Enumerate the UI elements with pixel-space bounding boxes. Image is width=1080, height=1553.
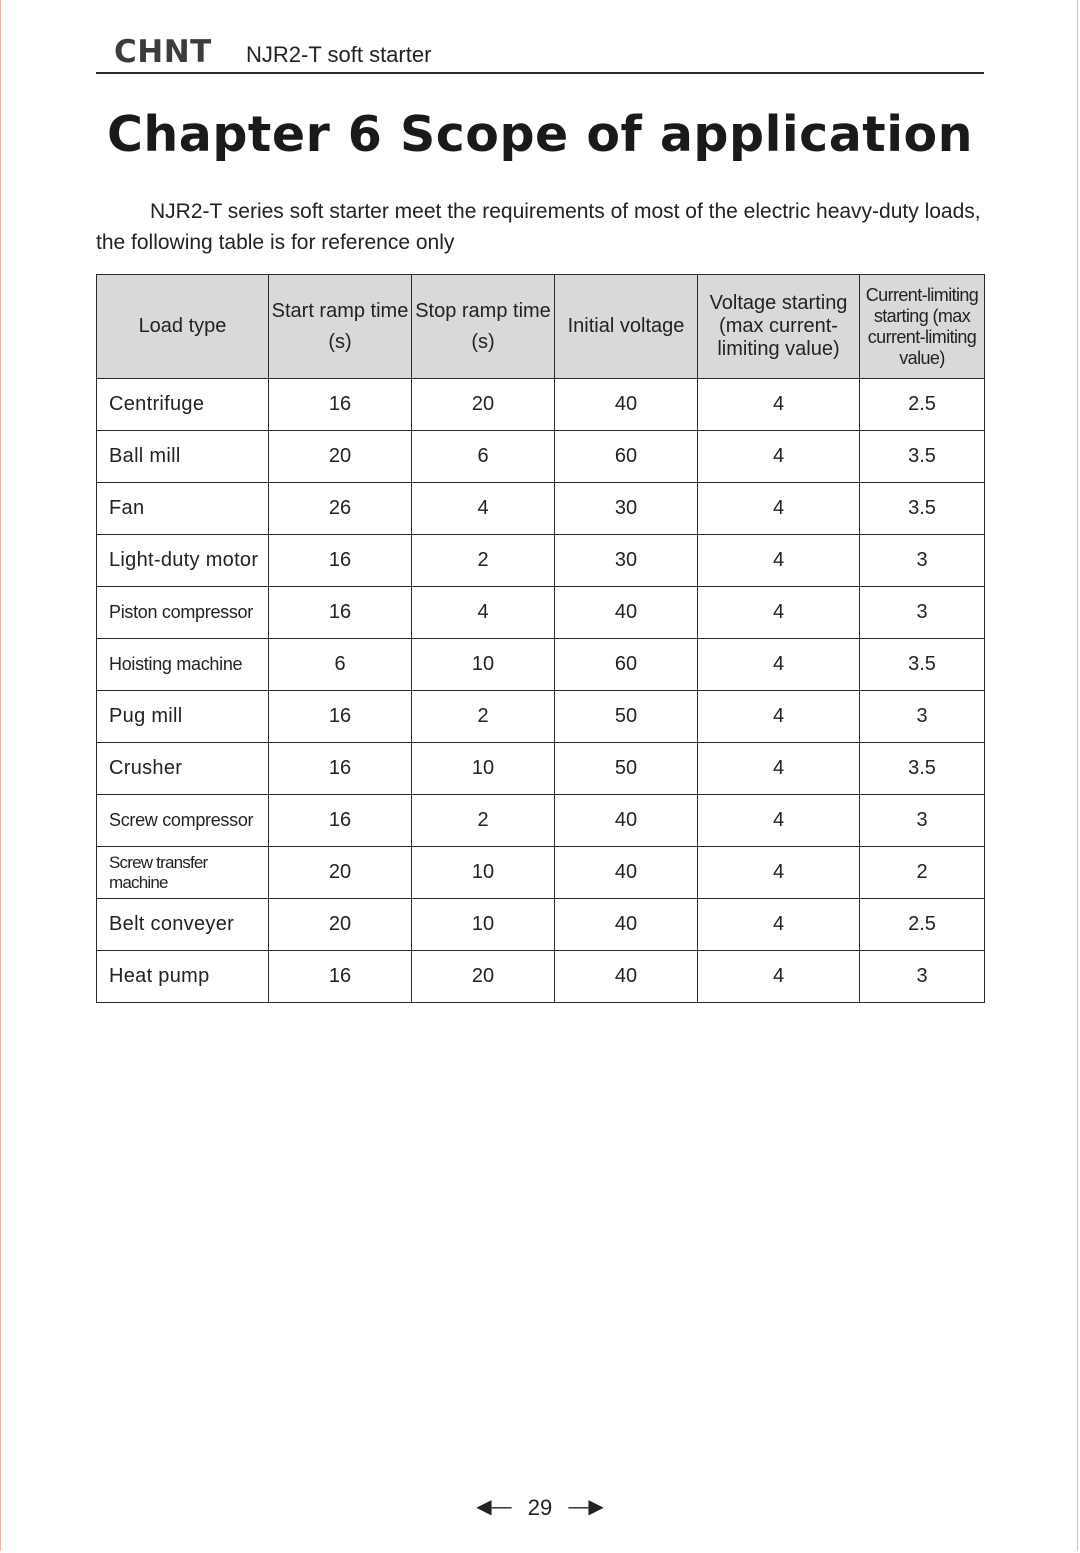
voltage-starting-cell: 4 (698, 587, 860, 639)
page-header (96, 34, 984, 74)
current-limiting-cell: 3 (860, 535, 985, 587)
voltage-starting-cell: 4 (698, 431, 860, 483)
stop-ramp-cell: 20 (412, 379, 555, 431)
stop-ramp-cell: 10 (412, 899, 555, 951)
start-ramp-cell: 16 (269, 535, 412, 587)
header-initial-voltage: Initial voltage (555, 275, 698, 379)
initial-voltage-cell: 30 (555, 483, 698, 535)
current-limiting-cell: 3.5 (860, 639, 985, 691)
load-type-cell: Screw compressor (97, 795, 269, 847)
initial-voltage-cell: 30 (555, 535, 698, 587)
stop-ramp-cell: 10 (412, 743, 555, 795)
start-ramp-cell: 16 (269, 951, 412, 1003)
initial-voltage-cell: 60 (555, 639, 698, 691)
table-row (97, 795, 985, 847)
stop-ramp-cell: 2 (412, 795, 555, 847)
start-ramp-cell: 26 (269, 483, 412, 535)
start-ramp-cell: 16 (269, 795, 412, 847)
load-type-cell: Fan (97, 483, 269, 535)
initial-voltage-cell: 50 (555, 691, 698, 743)
right-arrow-icon: —▶ (568, 1496, 604, 1518)
left-arrow-icon: ◀— (476, 1496, 512, 1518)
header-stop-ramp: Stop ramp time (s) (412, 275, 555, 379)
load-type-cell: Heat pump (97, 951, 269, 1003)
current-limiting-cell: 3 (860, 951, 985, 1003)
voltage-starting-cell: 4 (698, 691, 860, 743)
initial-voltage-cell: 50 (555, 743, 698, 795)
load-type-cell: Crusher (97, 743, 269, 795)
load-type-cell: Light-duty motor (97, 535, 269, 587)
stop-ramp-cell: 2 (412, 535, 555, 587)
voltage-starting-cell: 4 (698, 483, 860, 535)
voltage-starting-cell: 4 (698, 379, 860, 431)
table-row (97, 431, 985, 483)
table-row (97, 379, 985, 431)
current-limiting-cell: 2.5 (860, 379, 985, 431)
initial-voltage-cell: 40 (555, 379, 698, 431)
load-type-cell: Pug mill (97, 691, 269, 743)
table-row (97, 587, 985, 639)
initial-voltage-cell: 60 (555, 431, 698, 483)
current-limiting-cell: 3.5 (860, 431, 985, 483)
current-limiting-cell: 3 (860, 795, 985, 847)
header-start-ramp: Start ramp time (s) (269, 275, 412, 379)
intro-paragraph: NJR2-T series soft starter meet the requirements of most of the electric heavy-duty loads, the following table is for reference only (96, 200, 981, 254)
table-row (97, 899, 985, 951)
chint-logo: CHNT (114, 34, 212, 70)
chapter-title: Chapter 6 Scope of application (106, 106, 974, 163)
voltage-starting-cell: 4 (698, 951, 860, 1003)
current-limiting-cell: 3.5 (860, 483, 985, 535)
voltage-starting-cell: 4 (698, 847, 860, 899)
application-table (96, 274, 985, 1003)
start-ramp-cell: 16 (269, 743, 412, 795)
header-current-limiting-starting: Current-limiting starting (max current-limiting value) (860, 275, 985, 379)
stop-ramp-cell: 10 (412, 847, 555, 899)
load-type-cell: Belt conveyer (97, 899, 269, 951)
current-limiting-cell: 2 (860, 847, 985, 899)
table-row (97, 951, 985, 1003)
table-row (97, 483, 985, 535)
voltage-starting-cell: 4 (698, 639, 860, 691)
current-limiting-cell: 3.5 (860, 743, 985, 795)
initial-voltage-cell: 40 (555, 847, 698, 899)
start-ramp-cell: 20 (269, 847, 412, 899)
voltage-starting-cell: 4 (698, 743, 860, 795)
initial-voltage-cell: 40 (555, 899, 698, 951)
load-type-cell: Centrifuge (97, 379, 269, 431)
table-row (97, 639, 985, 691)
current-limiting-cell: 2.5 (860, 899, 985, 951)
voltage-starting-cell: 4 (698, 899, 860, 951)
page-footer (0, 1494, 1080, 1521)
table-row (97, 535, 985, 587)
stop-ramp-cell: 2 (412, 691, 555, 743)
table-row (97, 691, 985, 743)
load-type-cell: Hoisting machine (97, 639, 269, 691)
load-type-cell: Screw transfer machine (97, 847, 269, 899)
current-limiting-cell: 3 (860, 691, 985, 743)
start-ramp-cell: 6 (269, 639, 412, 691)
start-ramp-cell: 16 (269, 691, 412, 743)
start-ramp-cell: 16 (269, 587, 412, 639)
stop-ramp-cell: 10 (412, 639, 555, 691)
load-type-cell: Piston compressor (97, 587, 269, 639)
initial-voltage-cell: 40 (555, 951, 698, 1003)
table-row (97, 743, 985, 795)
start-ramp-cell: 16 (269, 379, 412, 431)
table-header-row (97, 275, 985, 379)
stop-ramp-cell: 4 (412, 587, 555, 639)
initial-voltage-cell: 40 (555, 795, 698, 847)
voltage-starting-cell: 4 (698, 535, 860, 587)
stop-ramp-cell: 4 (412, 483, 555, 535)
stop-ramp-cell: 20 (412, 951, 555, 1003)
start-ramp-cell: 20 (269, 899, 412, 951)
start-ramp-cell: 20 (269, 431, 412, 483)
table-row (97, 847, 985, 899)
current-limiting-cell: 3 (860, 587, 985, 639)
product-name: NJR2-T soft starter (246, 42, 432, 67)
page-number: 29 (527, 1495, 553, 1520)
header-voltage-starting: Voltage starting (max current-limiting value) (698, 275, 860, 379)
voltage-starting-cell: 4 (698, 795, 860, 847)
header-load-type: Load type (97, 275, 269, 379)
stop-ramp-cell: 6 (412, 431, 555, 483)
initial-voltage-cell: 40 (555, 587, 698, 639)
load-type-cell: Ball mill (97, 431, 269, 483)
